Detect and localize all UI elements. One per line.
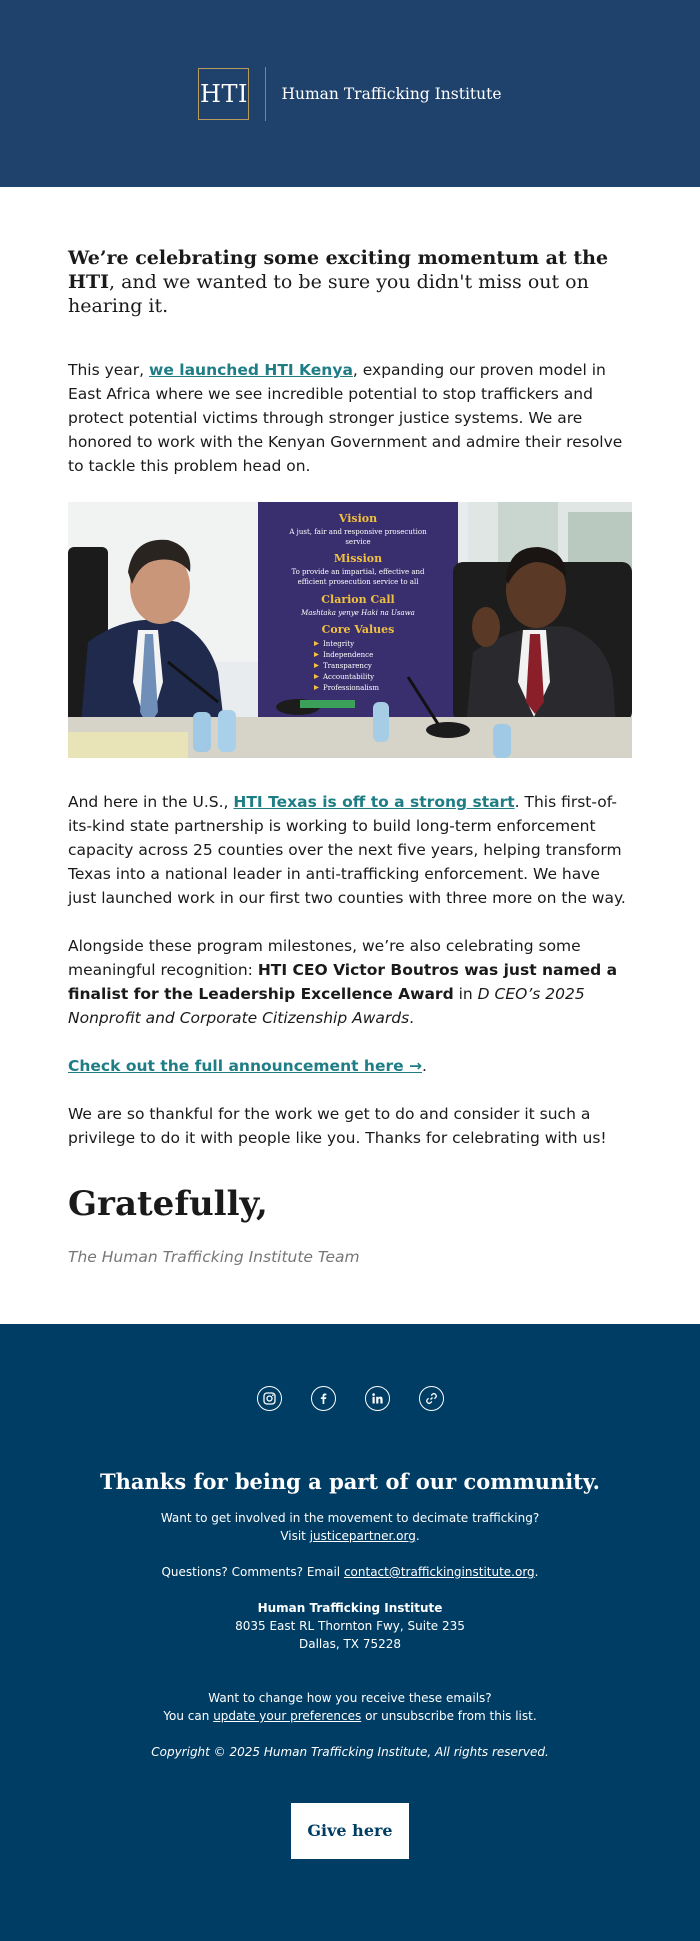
prefs-pre: You can bbox=[163, 1709, 214, 1723]
header bbox=[0, 0, 700, 187]
para3-mid: in bbox=[453, 985, 478, 1003]
banner-value-item: Independence bbox=[323, 651, 374, 659]
banner-clarion-text: Mashtaka yenye Haki na Usawa bbox=[301, 609, 415, 617]
banner-value-item: Transparency bbox=[323, 662, 372, 670]
justicepartner-link[interactable]: justicepartner.org bbox=[309, 1529, 416, 1543]
link-icon[interactable] bbox=[419, 1386, 444, 1411]
copyright: Copyright © 2025 Human Trafficking Institute, All rights reserved. bbox=[151, 1745, 549, 1759]
main-content bbox=[0, 187, 700, 1324]
questions-line bbox=[40, 1563, 660, 1581]
intro-bold: We’re celebrating some exciting momentum at the HTI bbox=[68, 247, 609, 293]
address-line-2: Dallas, TX 75228 bbox=[298, 1637, 402, 1651]
paragraph-recognition bbox=[68, 934, 632, 1030]
banner-vision-text-1: A just, fair and responsive prosecution bbox=[289, 528, 427, 536]
address-name: Human Trafficking Institute bbox=[257, 1601, 443, 1615]
hti-logo[interactable] bbox=[198, 67, 501, 121]
give-here-button[interactable]: Give here bbox=[291, 1803, 409, 1859]
social-links bbox=[40, 1386, 660, 1411]
hti-texas-link[interactable]: HTI Texas is off to a strong start bbox=[233, 793, 515, 811]
signoff: The Human Trafficking Institute Team bbox=[68, 1248, 360, 1266]
closing-title: Gratefully, bbox=[68, 1184, 268, 1224]
linkedin-icon[interactable] bbox=[365, 1386, 390, 1411]
logo-divider bbox=[265, 67, 266, 121]
para2-pre: And here in the U.S., bbox=[68, 793, 234, 811]
hti-kenya-link[interactable]: we launched HTI Kenya bbox=[149, 361, 353, 379]
paragraph-thanks: We are so thankful for the work we get to do and consider it such a privilege to do it with people like you. Thanks for celebrating with us! bbox=[68, 1105, 607, 1147]
questions-pre: Questions? Comments? Email bbox=[161, 1565, 344, 1579]
full-announcement-link[interactable]: Check out the full announcement here → bbox=[68, 1057, 422, 1075]
para3-bold: HTI CEO Victor Boutros was just named a finalist for the Leadership Excellence Award bbox=[68, 961, 618, 1003]
address-line-1: 8035 East RL Thornton Fwy, Suite 235 bbox=[235, 1619, 465, 1633]
banner-value-item: Accountability bbox=[323, 673, 375, 681]
intro-heading bbox=[68, 246, 632, 318]
para3-italic: D CEO’s 2025 Nonprofit and Corporate Citizenship Awards bbox=[68, 985, 585, 1027]
banner-values-title: Core Values bbox=[321, 623, 395, 636]
visit-line bbox=[40, 1527, 660, 1545]
banner-value-item: Professionalism bbox=[323, 684, 380, 692]
kenya-meeting-photo bbox=[68, 502, 632, 758]
change-emails-line: Want to change how you receive these emails? bbox=[208, 1691, 492, 1705]
preferences-line bbox=[40, 1707, 660, 1725]
banner-mission-text-1: To provide an impartial, effective and bbox=[291, 568, 425, 576]
banner-vision-title: Vision bbox=[338, 512, 378, 525]
footer bbox=[0, 1324, 700, 1941]
banner-clarion-title: Clarion Call bbox=[321, 593, 395, 606]
contact-email-link[interactable]: contact@traffickinginstitute.org bbox=[343, 1565, 535, 1579]
para2-post: . This first-of-its-kind state partnership is working to build long-term enforcement capacity across 25 counties over the next five years, helping transform Texas into a national leader in anti-trafficking enforcement. We have just launched work in our first two counties with three more on the way. bbox=[68, 793, 626, 907]
banner-mission-title: Mission bbox=[333, 552, 383, 565]
questions-post: . bbox=[534, 1565, 539, 1579]
visit-pre: Visit bbox=[280, 1529, 310, 1543]
para3-pre: Alongside these program milestones, we’re also celebrating some meaningful recognition: bbox=[68, 937, 581, 979]
banner-vision-text-2: service bbox=[345, 538, 371, 546]
update-preferences-link[interactable]: update your preferences bbox=[213, 1709, 362, 1723]
para1-pre: This year, bbox=[68, 361, 150, 379]
visit-post: . bbox=[415, 1529, 420, 1543]
facebook-icon[interactable] bbox=[311, 1386, 336, 1411]
involved-line: Want to get involved in the movement to decimate trafficking? bbox=[160, 1511, 540, 1525]
footer-title: Thanks for being a part of our community. bbox=[100, 1469, 600, 1494]
paragraph-texas bbox=[68, 790, 632, 910]
logo-mark: HTI bbox=[198, 68, 249, 120]
prefs-post: or unsubscribe from this list. bbox=[361, 1709, 537, 1723]
para3-end: . bbox=[409, 1009, 415, 1027]
intro-rest: , and we wanted to be sure you didn't miss out on hearing it. bbox=[68, 271, 589, 317]
announcement-cta bbox=[68, 1054, 632, 1078]
banner-mission-text-2: efficient prosecution service to all bbox=[297, 578, 419, 586]
instagram-icon[interactable] bbox=[257, 1386, 282, 1411]
para1-post: , expanding our proven model in East Africa where we see incredible potential to stop traffickers and protect potential victims through stronger justice systems. We are honored to work with the Kenyan Government and admire their resolve to tackle this problem head on. bbox=[68, 361, 623, 475]
cta-end: . bbox=[422, 1057, 427, 1075]
paragraph-kenya bbox=[68, 358, 632, 478]
logo-org-name: Human Trafficking Institute bbox=[281, 84, 502, 103]
banner-value-item: Integrity bbox=[323, 640, 355, 648]
